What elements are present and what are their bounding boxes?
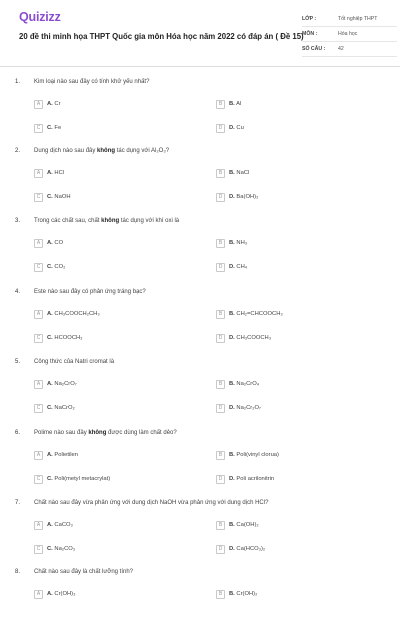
option-letter-box[interactable]: B [216, 380, 225, 389]
question-item [0, 148, 400, 208]
option-text: C. Fe [47, 125, 62, 131]
quizizz-logo: Quizizz [19, 10, 61, 24]
answer-option-b[interactable] [216, 99, 241, 109]
option-letter-box[interactable]: A [34, 100, 43, 109]
question-emphasis: không [101, 218, 120, 224]
answer-option-a[interactable] [34, 379, 77, 389]
meta-row-count [302, 42, 397, 57]
option-text: A. Polietilen [47, 452, 78, 458]
option-letter: C. [47, 476, 53, 482]
option-letter-box[interactable]: D [216, 475, 225, 484]
option-text: D. Ca(HCO₃)₂ [229, 546, 266, 552]
question-number: 4. [15, 289, 21, 295]
answer-option-c[interactable] [34, 474, 110, 484]
option-letter-box[interactable]: C [34, 193, 43, 202]
answer-option-a[interactable] [34, 589, 75, 599]
question-number: 8. [15, 569, 21, 575]
meta-label: LỚP : [302, 16, 317, 22]
option-text: A. Na₂CrO₇ [47, 381, 77, 387]
meta-table [302, 12, 397, 57]
question-number: 5. [15, 359, 21, 365]
option-letter: D. [229, 546, 235, 552]
option-letter: D. [229, 194, 235, 200]
option-letter-box[interactable]: A [34, 310, 43, 319]
option-letter-box[interactable]: A [34, 590, 43, 599]
question-item [0, 359, 400, 419]
option-letter-box[interactable]: D [216, 545, 225, 554]
question-item [0, 289, 400, 349]
answer-option-d[interactable] [216, 544, 265, 554]
option-letter: A. [47, 101, 53, 107]
option-text: B. Na₂CrO₄ [229, 381, 260, 387]
answer-option-b[interactable] [216, 238, 247, 248]
option-letter: B. [229, 170, 235, 176]
option-letter-box[interactable]: C [34, 475, 43, 484]
option-text: B. NH₃ [229, 240, 248, 246]
answer-option-a[interactable] [34, 168, 64, 178]
answer-option-a[interactable] [34, 520, 73, 530]
option-text: A. HCl [47, 170, 65, 176]
meta-value: 42 [338, 46, 344, 52]
question-item [0, 500, 400, 560]
option-letter-box[interactable]: C [34, 263, 43, 272]
answer-option-d[interactable] [216, 474, 274, 484]
option-letter-box[interactable]: D [216, 404, 225, 413]
answer-option-b[interactable] [216, 309, 283, 319]
option-letter: D. [229, 125, 235, 131]
option-letter: C. [47, 405, 53, 411]
option-letter-box[interactable]: A [34, 169, 43, 178]
option-text: A. Cr(OH)₃ [47, 591, 76, 597]
option-letter: A. [47, 591, 53, 597]
answer-option-c[interactable] [34, 333, 83, 343]
option-letter-box[interactable]: C [34, 404, 43, 413]
worksheet-header [0, 0, 400, 62]
option-letter: B. [229, 452, 235, 458]
option-letter-box[interactable]: C [34, 334, 43, 343]
option-letter: C. [47, 125, 53, 131]
answer-option-d[interactable] [216, 192, 258, 202]
question-number: 6. [15, 430, 21, 436]
option-letter-box[interactable]: B [216, 590, 225, 599]
answer-option-a[interactable] [34, 450, 78, 460]
option-letter: D. [229, 264, 235, 270]
question-number: 7. [15, 500, 21, 506]
option-letter: A. [47, 522, 53, 528]
option-letter: B. [229, 101, 235, 107]
option-letter: B. [229, 311, 235, 317]
option-text: B. NaCl [229, 170, 250, 176]
answer-option-a[interactable] [34, 309, 100, 319]
option-letter-box[interactable]: D [216, 193, 225, 202]
answer-option-c[interactable] [34, 192, 71, 202]
option-letter: A. [47, 452, 53, 458]
option-letter-box[interactable]: B [216, 521, 225, 530]
meta-value: Tốt nghiệp THPT [338, 16, 378, 22]
option-text: D. CH₃COOCH₃ [229, 335, 272, 341]
option-letter-box[interactable]: D [216, 263, 225, 272]
answer-option-a[interactable] [34, 238, 63, 248]
question-emphasis: không [88, 430, 107, 436]
option-letter-box[interactable]: B [216, 310, 225, 319]
answer-option-b[interactable] [216, 168, 249, 178]
option-text: B. Ca(OH)₂ [229, 522, 259, 528]
option-letter-box[interactable]: C [34, 545, 43, 554]
option-text: C. HCOOCH₃ [47, 335, 83, 341]
answer-option-b[interactable] [216, 520, 259, 530]
option-text: C. NaCrO₂ [47, 405, 75, 411]
option-letter-box[interactable]: A [34, 380, 43, 389]
question-text: Chất nào sau đây là chất lưỡng tính? [34, 569, 134, 575]
option-letter-box[interactable]: B [216, 451, 225, 460]
option-text: D. CH₄ [229, 264, 248, 270]
option-letter-box[interactable]: B [216, 239, 225, 248]
option-text: D. Na₂Cr₂O₇ [229, 405, 261, 411]
answer-option-a[interactable] [34, 99, 61, 109]
option-text: C. Na₂CO₃ [47, 546, 76, 552]
option-letter-box[interactable]: A [34, 451, 43, 460]
answer-option-b[interactable] [216, 450, 279, 460]
answer-option-d[interactable] [216, 403, 261, 413]
meta-row-class [302, 12, 397, 27]
option-text: A. CaCO₃ [47, 522, 73, 528]
meta-label: SỐ CÂU : [302, 46, 326, 52]
option-letter: D. [229, 335, 235, 341]
question-item [0, 79, 400, 139]
option-letter-box[interactable]: B [216, 169, 225, 178]
answer-option-b[interactable] [216, 589, 257, 599]
option-letter-box[interactable]: A [34, 521, 43, 530]
option-text: B. Cr(OH)₂ [229, 591, 258, 597]
option-text: D. Ba(OH)₂ [229, 194, 259, 200]
option-text: B. CH₂=CHCOOCH₃ [229, 311, 283, 317]
option-letter-box[interactable]: A [34, 239, 43, 248]
option-letter-box[interactable]: D [216, 334, 225, 343]
option-text: D. Cu [229, 125, 244, 131]
option-letter: C. [47, 335, 53, 341]
question-text: Este nào sau đây có phản ứng tráng bạc? [34, 289, 146, 295]
option-letter: B. [229, 240, 235, 246]
question-number: 3. [15, 218, 21, 224]
option-letter: A. [47, 381, 53, 387]
option-text: A. CO [47, 240, 64, 246]
question-emphasis: không [97, 148, 116, 154]
question-item [0, 569, 400, 629]
option-letter-box[interactable]: C [34, 124, 43, 133]
meta-row-subject [302, 27, 397, 42]
question-item [0, 430, 400, 490]
option-text: D. Poli acrilonitrin [229, 476, 275, 482]
answer-option-b[interactable] [216, 379, 259, 389]
option-text: A. Cr [47, 101, 61, 107]
option-text: B. Poli(vinyl clorua) [229, 452, 279, 458]
option-text: B. Al [229, 101, 242, 107]
question-number: 2. [15, 148, 21, 154]
option-letter: B. [229, 381, 235, 387]
answer-option-c[interactable] [34, 262, 65, 272]
question-text: Chất nào sau đây vừa phản ứng với dung dịch NaOH vừa phản ứng với dung dịch HCl? [34, 500, 269, 506]
answer-option-c[interactable] [34, 544, 75, 554]
answer-option-d[interactable] [216, 333, 271, 343]
meta-label: MÔN : [302, 31, 318, 37]
option-letter-box[interactable]: B [216, 100, 225, 109]
option-letter: B. [229, 522, 235, 528]
option-letter: C. [47, 264, 53, 270]
option-letter: D. [229, 476, 235, 482]
option-letter: C. [47, 194, 53, 200]
answer-option-d[interactable] [216, 262, 247, 272]
question-text: Trong các chất sau, chất không tác dụng với khí oxi là [34, 218, 180, 224]
header-divider [0, 66, 400, 67]
option-text: C. CO₂ [47, 264, 66, 270]
option-letter: A. [47, 311, 53, 317]
option-letter: A. [47, 240, 53, 246]
answer-option-c[interactable] [34, 123, 61, 133]
option-text: A. CH₃COOCH₂CH₃ [47, 311, 100, 317]
meta-value: Hóa học [338, 31, 358, 37]
option-text: C. Poli(metyl metacrylat) [47, 476, 111, 482]
question-text: Công thức của Natri cromat là [34, 359, 115, 365]
answer-option-c[interactable] [34, 403, 75, 413]
option-letter-box[interactable]: D [216, 124, 225, 133]
question-text: Dung dịch nào sau đây không tác dụng với Al₂O₃? [34, 148, 170, 154]
question-number: 1. [15, 79, 21, 85]
option-letter: B. [229, 591, 235, 597]
option-letter: A. [47, 170, 53, 176]
question-item [0, 218, 400, 278]
option-letter: D. [229, 405, 235, 411]
option-text: C. NaOH [47, 194, 71, 200]
answer-option-d[interactable] [216, 123, 244, 133]
question-text: Kim loại nào sau đây có tính khử yếu nhất? [34, 79, 150, 85]
option-letter: C. [47, 546, 53, 552]
question-text: Polime nào sau đây không được dùng làm chất dẻo? [34, 430, 177, 436]
document-title: 20 đề thi minh họa THPT Quốc gia môn Hóa học năm 2022 có đáp án ( Đề 15) [19, 32, 304, 41]
